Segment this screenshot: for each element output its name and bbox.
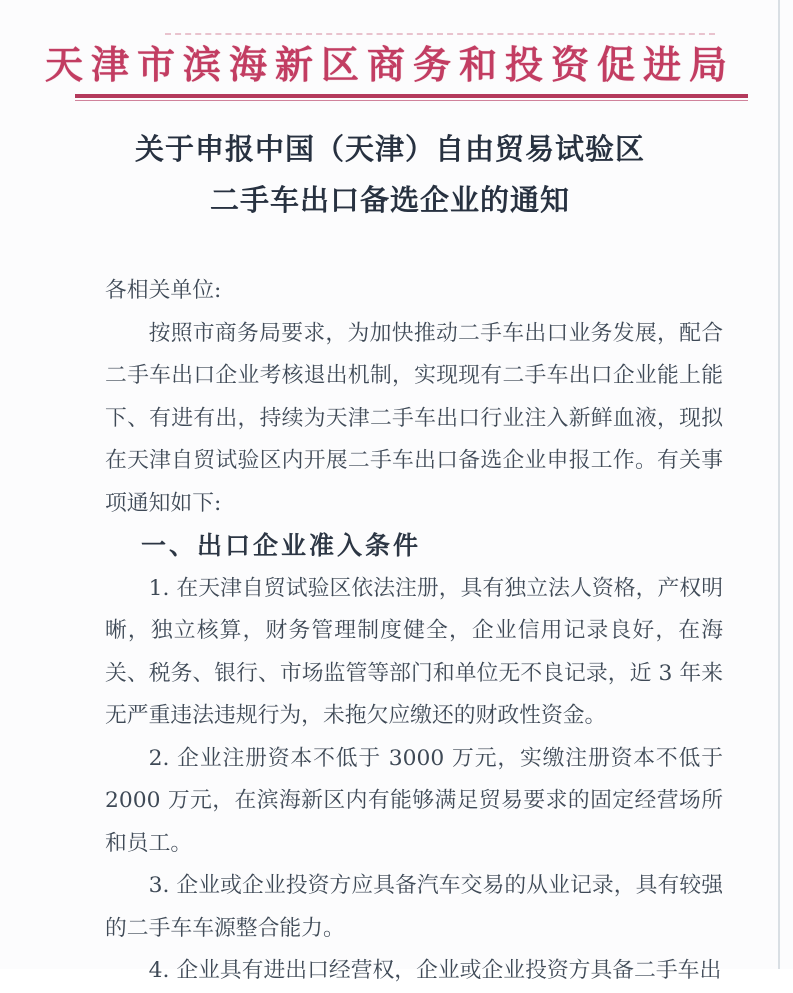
document-body (105, 270, 723, 993)
letterhead-divider (75, 94, 748, 101)
paragraph-list (105, 313, 723, 993)
body-paragraph: 按照市商务局要求，为加快推动二手车出口业务发展，配合二手车出口企业考核退出机制，实现现有二手车出口企业能上能下、有进有出，持续为天津二手车出口行业注入新鲜血液，现拟在天津自贸试验区内开展二手车出口备选企业申报工作。有关事项通知如下: (105, 320, 723, 516)
body-paragraph: 3. 企业或企业投资方应具备汽车交易的从业记录，具有较强的二手车车源整合能力。 (105, 873, 723, 941)
letterhead-divider-thin-line (75, 100, 748, 101)
agency-letterhead: 天津市滨海新区商务和投资促进局 (44, 42, 735, 87)
top-divider (165, 33, 715, 35)
salutation: 各相关单位: (105, 278, 222, 303)
body-paragraph: 1. 在天津自贸试验区依法注册，具有独立法人资格，产权明晰，独立核算，财务管理制度健全，企业信用记录良好，在海关、税务、银行、市场监管等部门和单位无不良记录，近 3 年来无严重违法违规行为，未拖欠应缴还的财政性资金。 (105, 575, 723, 728)
document-title-line2: 二手车出口备选企业的通知 (209, 183, 570, 217)
scan-edge-artifact (778, 0, 780, 969)
document-title-line1: 关于申报中国（天津）自由贸易试验区 (134, 132, 645, 166)
section-heading: 一、出口企业准入条件 (141, 531, 422, 560)
document-title (0, 124, 780, 226)
body-paragraph: 2. 企业注册资本不低于 3000 万元，实缴注册资本不低于 2000 万元，在滨海新区内有能够满足贸易要求的固定经营场所和员工。 (105, 745, 723, 856)
body-paragraph: 4. 企业具有进出口经营权，企业或企业投资方具备二手车出 (148, 958, 722, 983)
letterhead-divider-thick-line (75, 94, 748, 98)
